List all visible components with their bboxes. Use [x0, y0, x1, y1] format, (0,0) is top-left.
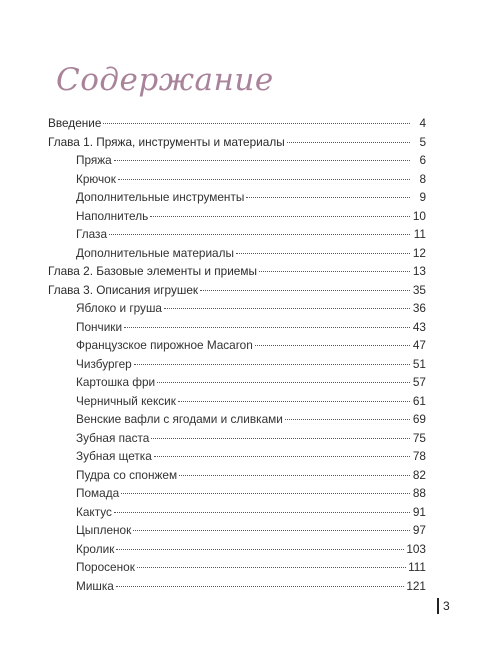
- toc-entry-page: 75: [412, 430, 426, 445]
- toc-entry-page: 4: [419, 116, 426, 130]
- dot-leader: [178, 401, 410, 402]
- toc-entry-page: 6: [419, 153, 426, 168]
- toc-entry: [48, 540, 426, 559]
- page-number-text: 3: [443, 599, 450, 613]
- dot-leader: [137, 567, 406, 568]
- toc-entry-page: 36: [412, 301, 426, 316]
- dot-leader: [150, 216, 410, 217]
- dot-leader: [121, 493, 410, 494]
- toc-entry: [48, 318, 426, 337]
- toc-entry-page: 88: [412, 486, 426, 501]
- toc-entry: [48, 151, 426, 170]
- toc-entry-label: Французское пирожное Macaron: [76, 338, 253, 353]
- toc-entry-page: 9: [419, 190, 426, 205]
- dot-leader: [154, 456, 410, 457]
- toc-entry: [48, 244, 426, 263]
- dot-leader: [179, 475, 410, 476]
- toc-entry: [48, 114, 426, 133]
- toc-entry-page: 69: [412, 412, 426, 427]
- toc-entry-page: 5: [419, 134, 426, 149]
- toc-entry-page: 51: [412, 356, 426, 371]
- toc-entry-label: Наполнитель: [76, 208, 149, 223]
- dot-leader: [103, 123, 410, 124]
- toc-entry: [48, 133, 426, 152]
- toc-entry: [48, 355, 426, 374]
- toc-entry: [48, 170, 426, 189]
- toc-entry: [48, 447, 426, 466]
- toc-entry: [48, 577, 426, 596]
- toc-entry: [48, 188, 426, 207]
- dot-leader: [114, 512, 410, 513]
- dot-leader: [116, 549, 404, 550]
- toc-entry: [48, 207, 426, 226]
- toc-entry-page: 82: [412, 467, 426, 482]
- dot-leader: [114, 160, 410, 161]
- toc-entry-label: Цыпленок: [76, 523, 132, 538]
- page-number: [437, 598, 450, 614]
- dot-leader: [259, 271, 410, 272]
- toc-entry-label: Глава 2. Базовые элементы и приемы: [48, 264, 257, 279]
- toc-entry: [48, 281, 426, 300]
- toc-entry: [48, 299, 426, 318]
- toc-entry-label: Венские вафли с ягодами и сливками: [76, 412, 283, 427]
- toc-entry: [48, 373, 426, 392]
- toc-entry: [48, 262, 426, 281]
- toc-entry-label: Кролик: [76, 541, 115, 556]
- toc-entry: [48, 484, 426, 503]
- toc-entry-label: Введение: [48, 116, 102, 130]
- toc-entry-page: 35: [412, 282, 426, 297]
- toc-entry-label: Пончики: [76, 319, 123, 334]
- toc-entry-page: 43: [412, 319, 426, 334]
- dot-leader: [151, 438, 410, 439]
- dot-leader: [133, 530, 410, 531]
- page-title: Содержание: [56, 62, 274, 98]
- toc-entry-label: Глава 3. Описания игрушек: [48, 282, 199, 297]
- toc-entry-label: Поросенок: [76, 560, 135, 575]
- toc-entry: [48, 521, 426, 540]
- toc-entry: [48, 392, 426, 411]
- dot-leader: [246, 197, 410, 198]
- toc-entry: [48, 466, 426, 485]
- toc-entry-page: 11: [413, 227, 426, 242]
- toc-entry-label: Помада: [76, 486, 120, 501]
- toc-entry-page: 13: [412, 264, 426, 279]
- toc-entry-label: Пряжа: [76, 153, 112, 168]
- dot-leader: [109, 234, 410, 235]
- toc-entry-page: 103: [406, 541, 426, 556]
- toc-entry-page: 57: [412, 375, 426, 390]
- dot-leader: [157, 382, 410, 383]
- dot-leader: [116, 586, 404, 587]
- toc-entry-label: Кактус: [76, 504, 112, 519]
- toc-entry-page: 12: [412, 245, 426, 260]
- toc-entry-label: Глаза: [76, 227, 108, 242]
- toc-entry-label: Дополнительные материалы: [76, 245, 234, 260]
- toc-entry-label: Пудра со спонжем: [76, 467, 178, 482]
- toc-entry: [48, 225, 426, 244]
- toc-entry-label: Черничный кексик: [76, 393, 176, 408]
- toc-entry-label: Крючок: [76, 171, 116, 186]
- toc-entry-page: 10: [412, 208, 426, 223]
- toc-entry-page: 8: [419, 171, 426, 186]
- toc-entry: [48, 558, 426, 577]
- dot-leader: [255, 345, 410, 346]
- toc-entry-page: 97: [412, 523, 426, 538]
- toc-entry-label: Чизбургер: [76, 356, 132, 371]
- toc-entry: [48, 503, 426, 522]
- page-number-bar: [437, 598, 439, 614]
- toc-entry-label: Яблоко и груша: [76, 301, 162, 316]
- toc-entry-page: 91: [412, 504, 426, 519]
- dot-leader: [164, 308, 410, 309]
- dot-leader: [200, 290, 410, 291]
- toc-entry: [48, 336, 426, 355]
- toc-entry-label: Зубная паста: [76, 430, 150, 445]
- dot-leader: [124, 327, 410, 328]
- toc-entry-page: 47: [412, 338, 426, 353]
- dot-leader: [134, 364, 410, 365]
- toc-entry-label: Картошка фри: [76, 375, 156, 390]
- toc-entry-page: 61: [412, 393, 426, 408]
- toc-entry-page: 78: [412, 449, 426, 464]
- dot-leader: [285, 419, 410, 420]
- toc-entry-label: Зубная щетка: [76, 449, 152, 464]
- dot-leader: [287, 142, 410, 143]
- toc-entry-label: Мишка: [76, 578, 114, 593]
- dot-leader: [118, 179, 410, 180]
- toc-entry: [48, 429, 426, 448]
- toc-entry-page: 121: [406, 578, 426, 593]
- toc-entry-page: 111: [408, 560, 426, 575]
- toc-entry: [48, 410, 426, 429]
- toc-entry-label: Глава 1. Пряжа, инструменты и материалы: [48, 134, 285, 149]
- dot-leader: [236, 253, 410, 254]
- table-of-contents: [48, 114, 426, 595]
- toc-entry-label: Дополнительные инструменты: [76, 190, 245, 205]
